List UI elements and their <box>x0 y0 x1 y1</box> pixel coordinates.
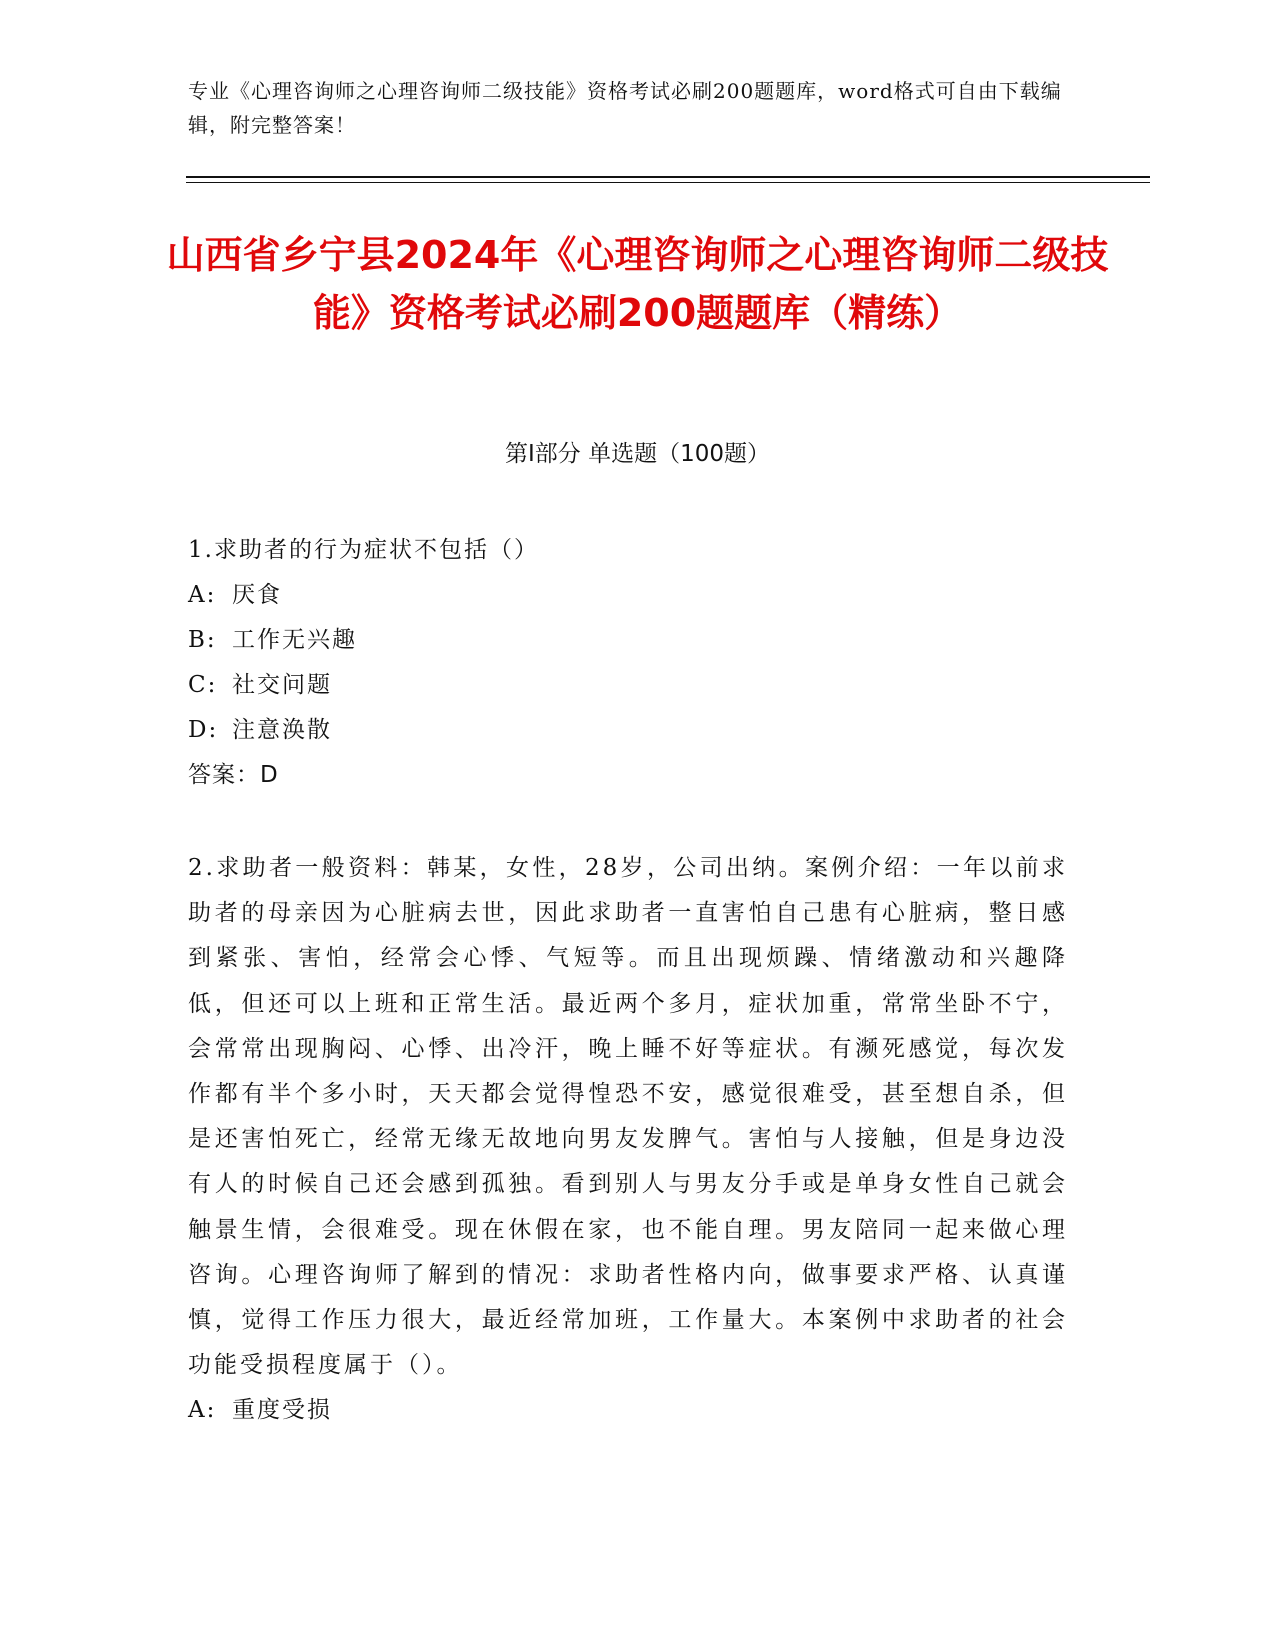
section-heading: 第Ⅰ部分 单选题（100题） <box>505 441 770 467</box>
document-title: 山西省乡宁县2024年《心理咨询师之心理咨询师二级技能》资格考试必刷200题题库（精练） <box>166 233 1109 335</box>
option-letter: D: <box>188 717 219 743</box>
option-a <box>188 1388 1068 1433</box>
option-text: 厌食 <box>232 582 282 608</box>
option-text: 社交问题 <box>232 672 332 698</box>
answer-line: 答案：D <box>188 762 279 788</box>
question-2 <box>188 846 1068 1433</box>
question-stem: 1.求助者的行为症状不包括（） <box>188 537 539 563</box>
option-letter: A: <box>188 582 217 608</box>
option-text: 工作无兴趣 <box>232 627 357 653</box>
question-1 <box>188 528 1068 798</box>
option-c <box>188 663 1068 708</box>
header-divider-thin <box>186 182 1150 183</box>
option-d <box>188 708 1068 753</box>
option-a <box>188 573 1068 618</box>
question-stem: 2.求助者一般资料：韩某，女性，28岁，公司出纳。案例介绍：一年以前求助者的母亲因为心脏病去世，因此求助者一直害怕自己患有心脏病，整日感到紧张、害怕，经常会心悸、气短等。而且出现烦躁、情绪激动和兴趣降低，但还可以上班和正常生活。最近两个多月，症状加重，常常坐卧不宁，会常常出现胸闷、心悸、出冷汗，晚上睡不好等症状。有濒死感觉，每次发作都有半个多小时，天天都会觉得惶恐不安，感觉很难受，甚至想自杀，但是还害怕死亡，经常无缘无故地向男友发脾气。害怕与人接触，但是身边没有人的时候自己还会感到孤独。看到别人与男友分手或是单身女性自己就会触景生情，会很难受。现在休假在家，也不能自理。男友陪同一起来做心理咨询。心理咨询师了解到的情况：求助者性格内向，做事要求严格、认真谨慎，觉得工作压力很大，最近经常加班，工作量大。本案例中求助者的社会功能受损程度属于（）。 <box>188 855 1068 1379</box>
header-note: 专业《心理咨询师之心理咨询师二级技能》资格考试必刷200题题库，word格式可自由下载编辑，附完整答案！ <box>188 79 1062 137</box>
header-divider-thick <box>186 176 1150 178</box>
option-letter: B: <box>188 627 217 653</box>
option-letter: C: <box>188 672 218 698</box>
option-text: 重度受损 <box>232 1397 332 1424</box>
option-text: 注意涣散 <box>232 717 332 743</box>
option-b <box>188 618 1068 663</box>
option-letter: A: <box>188 1397 217 1424</box>
